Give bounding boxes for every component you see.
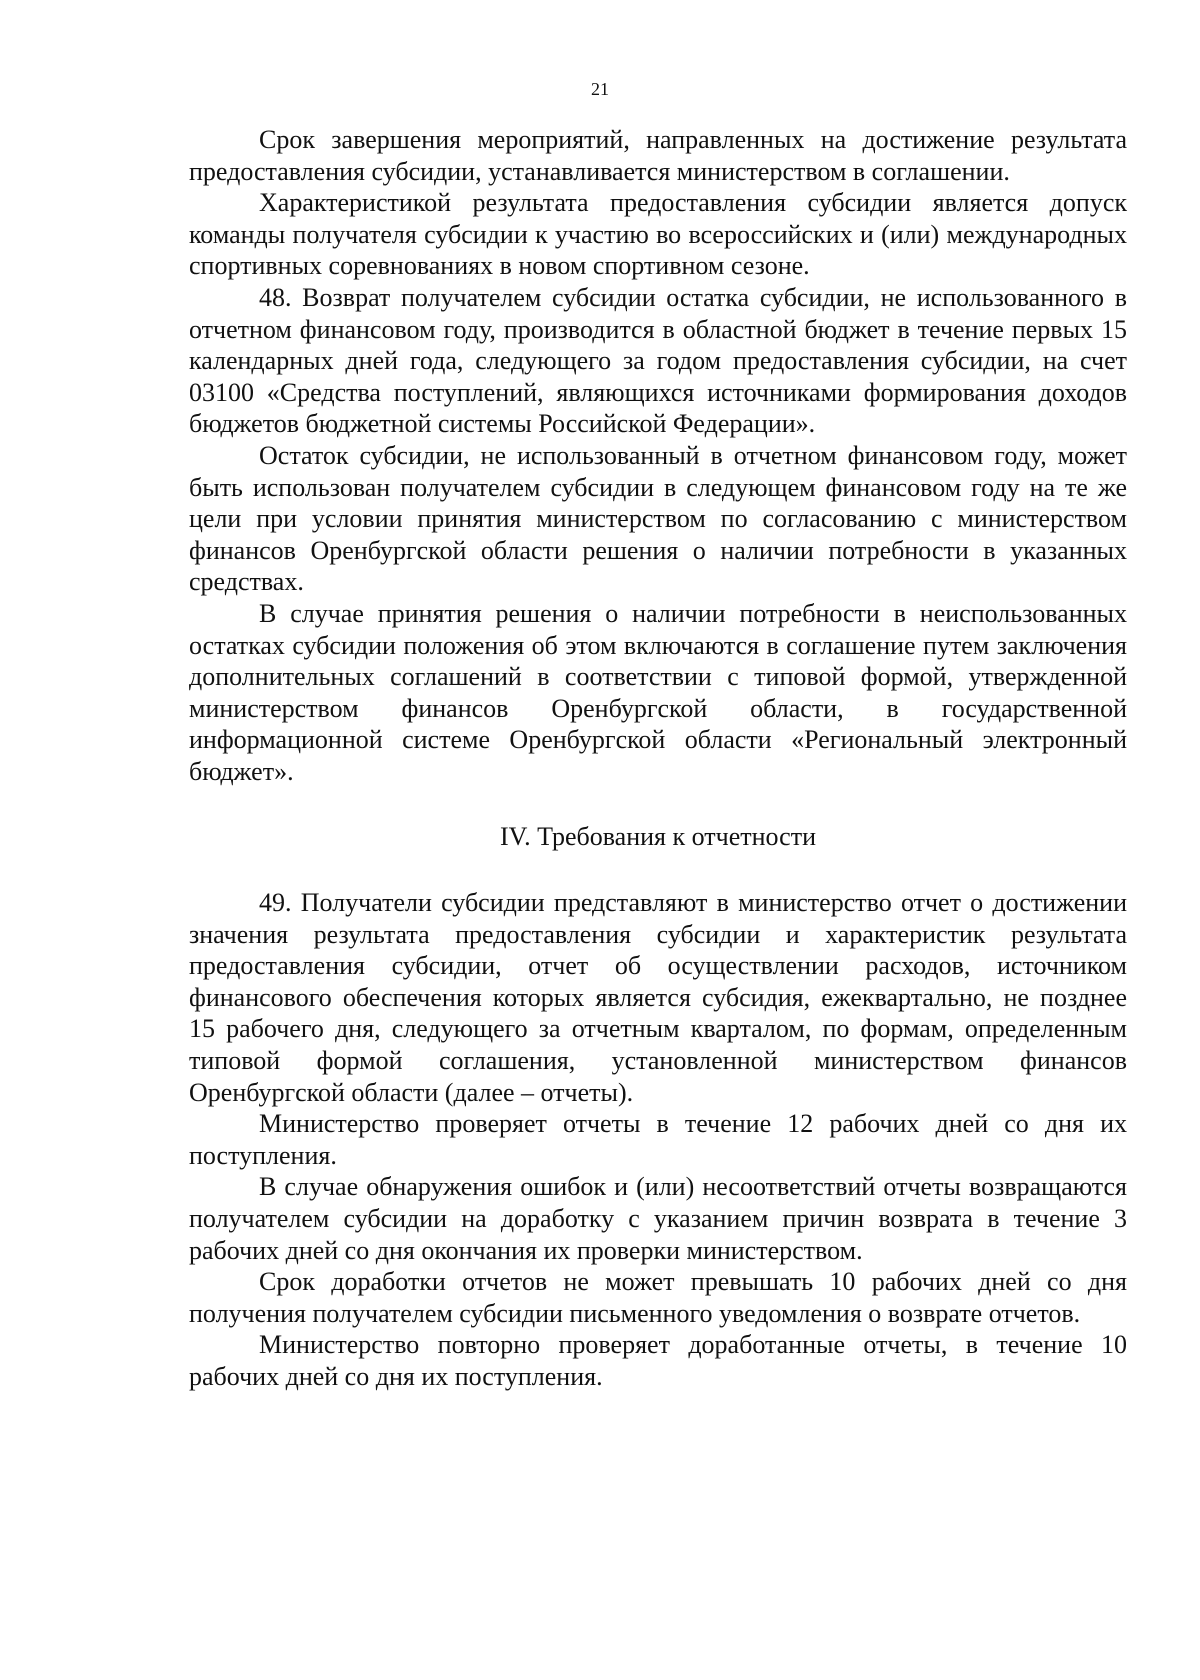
paragraph: 48. Возврат получателем субсидии остатка субсидии, не использованного в отчетном финансовом году, производится в областной бюджет в течение первых 15 календарных дней года, следующего за годом предоставления субсидии, на счет 03100 «Средства поступлений, являющихся источниками формирования доходов бюджетов бюджетной системы Российской Федерации». xyxy=(189,282,1127,439)
paragraph: Срок завершения мероприятий, направленных на достижение результата предоставления субсидии, устанавливается министерством в соглашении. xyxy=(189,125,1127,186)
paragraph: В случае обнаружения ошибок и (или) несоответствий отчеты возвращаются получателем субсидии на доработку с указанием причин возврата в течение 3 рабочих дней со дня окончания их проверки министерством. xyxy=(189,1172,1127,1265)
section-heading: IV. Требования к отчетности xyxy=(499,822,816,852)
paragraph: Министерство повторно проверяет доработанные отчеты, в течение 10 рабочих дней со дня их поступления. xyxy=(189,1330,1127,1391)
paragraph: Срок доработки отчетов не может превышать 10 рабочих дней со дня получения получателем субсидии письменного уведомления о возврате отчетов. xyxy=(189,1267,1127,1328)
page-number: 21 xyxy=(591,79,609,99)
paragraph: 49. Получатели субсидии представляют в министерство отчет о достижении значения результата предоставления субсидии и характеристик результата предоставления субсидии, отчет об осуществлении расходов, источником финансового обеспечения которых является субсидия, ежеквартально, не позднее 15 рабочего дня, следующего за отчетным кварталом, по формам, определенным типовой формой соглашения, установленной министерством финансов Оренбургской области (далее – отчеты). xyxy=(189,888,1127,1107)
paragraph: В случае принятия решения о наличии потребности в неиспользованных остатках субсидии положения об этом включаются в соглашение путем заключения дополнительных соглашений в соответствии с типовой формой, утвержденной министерством финансов Оренбургской области, в государственной информационной системе Оренбургской области «Региональный электронный бюджет». xyxy=(189,598,1127,786)
paragraph: Остаток субсидии, не использованный в отчетном финансовом году, может быть использован получателем субсидии в следующем финансовом году на те же цели при условии принятия министерством по согласованию с министерством финансов Оренбургской области решения о наличии потребности в указанных средствах. xyxy=(189,440,1127,597)
document-body xyxy=(189,124,1127,1393)
paragraph: Характеристикой результата предоставления субсидии является допуск команды получателя субсидии к участию во всероссийских и (или) международных спортивных соревнованиях в новом спортивном сезоне. xyxy=(189,188,1127,281)
paragraph: Министерство проверяет отчеты в течение 12 рабочих дней со дня их поступления. xyxy=(189,1109,1127,1170)
